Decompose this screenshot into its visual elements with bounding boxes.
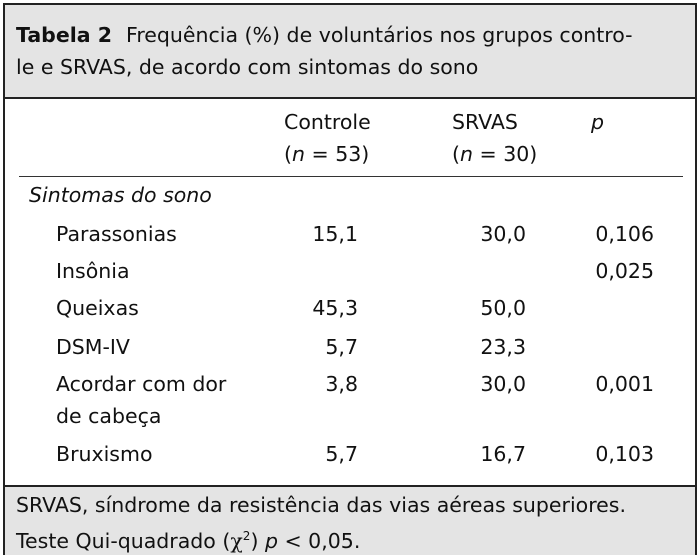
header-p: p — [591, 110, 605, 134]
cell-p: 0,025 — [595, 259, 654, 283]
caption-line-1: Frequência (%) de voluntários nos grupos contro- — [126, 23, 633, 47]
cell-p: 0,103 — [595, 442, 654, 466]
caption-line-2: le e SRVAS, de acordo com sintomas do sono — [16, 55, 479, 79]
footnote-test: Teste Qui-quadrado $(\chi^2) p < 0,05$. — [16, 528, 361, 553]
cell-p: 0,001 — [595, 372, 654, 396]
section-title: Sintomas do sono — [29, 183, 212, 207]
table-frame — [3, 3, 697, 555]
chi-symbol: χ — [230, 528, 243, 553]
cell-srvas: 30,0 — [480, 372, 526, 396]
cell-controle: 15,1 — [312, 222, 358, 246]
header-srvas: SRVAS (n = 30) — [452, 110, 538, 166]
row-label: Bruxismo — [56, 442, 153, 466]
header-rule — [19, 176, 683, 177]
caption-label: Tabela 2 — [16, 23, 113, 47]
cell-srvas: 16,7 — [480, 442, 526, 466]
footnote-band — [5, 485, 695, 555]
footnote-abbreviation: SRVAS, síndrome da resistência das vias aéreas superiores. — [16, 493, 626, 517]
row-label: Parassonias — [56, 222, 177, 246]
cell-p: 0,106 — [595, 222, 654, 246]
cell-srvas: 30,0 — [480, 222, 526, 246]
row-label: DSM-IV — [56, 335, 130, 359]
header-controle: Controle (n = 53) — [284, 110, 371, 166]
caption-band — [5, 5, 695, 99]
cell-srvas: 23,3 — [480, 335, 526, 359]
row-label: Queixas — [56, 296, 139, 320]
cell-controle: 5,7 — [325, 442, 358, 466]
row-label: Acordar com dor de cabeça — [56, 372, 227, 428]
table-caption — [16, 19, 681, 83]
cell-controle: 5,7 — [325, 335, 358, 359]
cell-srvas: 50,0 — [480, 296, 526, 320]
cell-controle: 3,8 — [325, 372, 358, 396]
cell-controle: 45,3 — [312, 296, 358, 320]
row-label: Insônia — [56, 259, 130, 283]
